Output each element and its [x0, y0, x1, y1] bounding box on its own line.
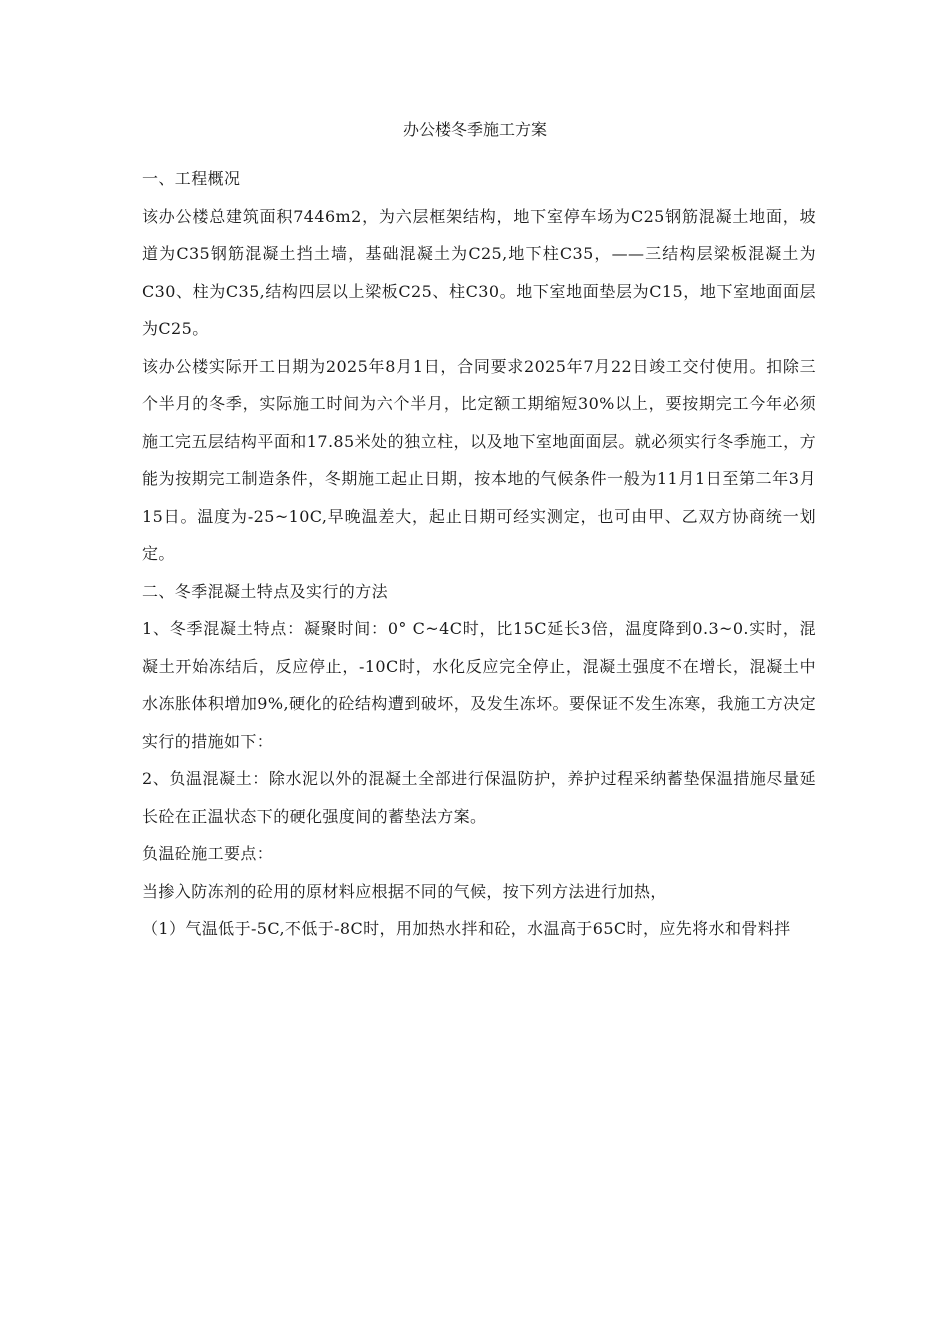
paragraph-schedule: 该办公楼实际开工日期为2025年8月1日，合同要求2025年7月22日竣工交付使用。扣除三个半月的冬季，实际施工时间为六个半月，比定额工期缩短30%以上，要按期完工今年必须施工完五层结构平面和17.85米处的独立柱，以及地下室地面面层。就必须实行冬季施工，方能为按期完工制造条件，冬期施工起止日期，按本地的气候条件一般为11月1日至第二年3月15日。温度为-25~10C,早晚温差大，起止日期可经实测定，也可由甲、乙双方协商统一划定。: [142, 356, 816, 563]
paragraph-negative-temp-concrete: 2、负温混凝土：除水泥以外的混凝土全部进行保温防护，养护过程采纳蓄垫保温措施尽量延长砼在正温状态下的硬化强度间的蓄垫法方案。: [142, 769, 816, 826]
document-title: 办公楼冬季施工方案: [402, 120, 547, 139]
paragraph-key-points-heading: 负温砼施工要点：: [142, 844, 274, 863]
section-heading-winter-concrete: 二、冬季混凝土特点及实行的方法: [142, 581, 389, 601]
paragraph-winter-concrete-features: 1、冬季混凝土特点：凝聚时间：0° C~4C时，比15C延长3倍，温度降到0.3~0.实时，混凝土开始冻结后，反应停止，-10C时，水化反应完全停止，混凝土强度不在增长，混凝土中水冻胀体积增加9%,硬化的砼结构遭到破坏，及发生冻坏。要保证不发生冻寒，我施工方决定实行的措施如下：: [142, 619, 816, 751]
paragraph-heating-methods: 当掺入防冻剂的砼用的原材料应根据不同的气候，按下列方法进行加热，: [142, 881, 667, 901]
section-heading-overview: 一、工程概况: [142, 169, 241, 188]
paragraph-item-1: （1）气温低于-5C,不低于-8C时，用加热水拌和砼，水温高于65C时，应先将水和骨料拌: [142, 919, 791, 938]
document-body: [142, 160, 816, 948]
paragraph-building-structure: 该办公楼总建筑面积7446m2，为六层框架结构，地下室停车场为C25钢筋混凝土地面，坡道为C35钢筋混凝土挡土墙，基础混凝土为C25,地下柱C35，——三结构层梁板混凝土为C30、柱为C35,结构四层以上梁板C25、柱C30。地下室地面垫层为C15，地下室地面面层为C25。: [142, 206, 816, 338]
